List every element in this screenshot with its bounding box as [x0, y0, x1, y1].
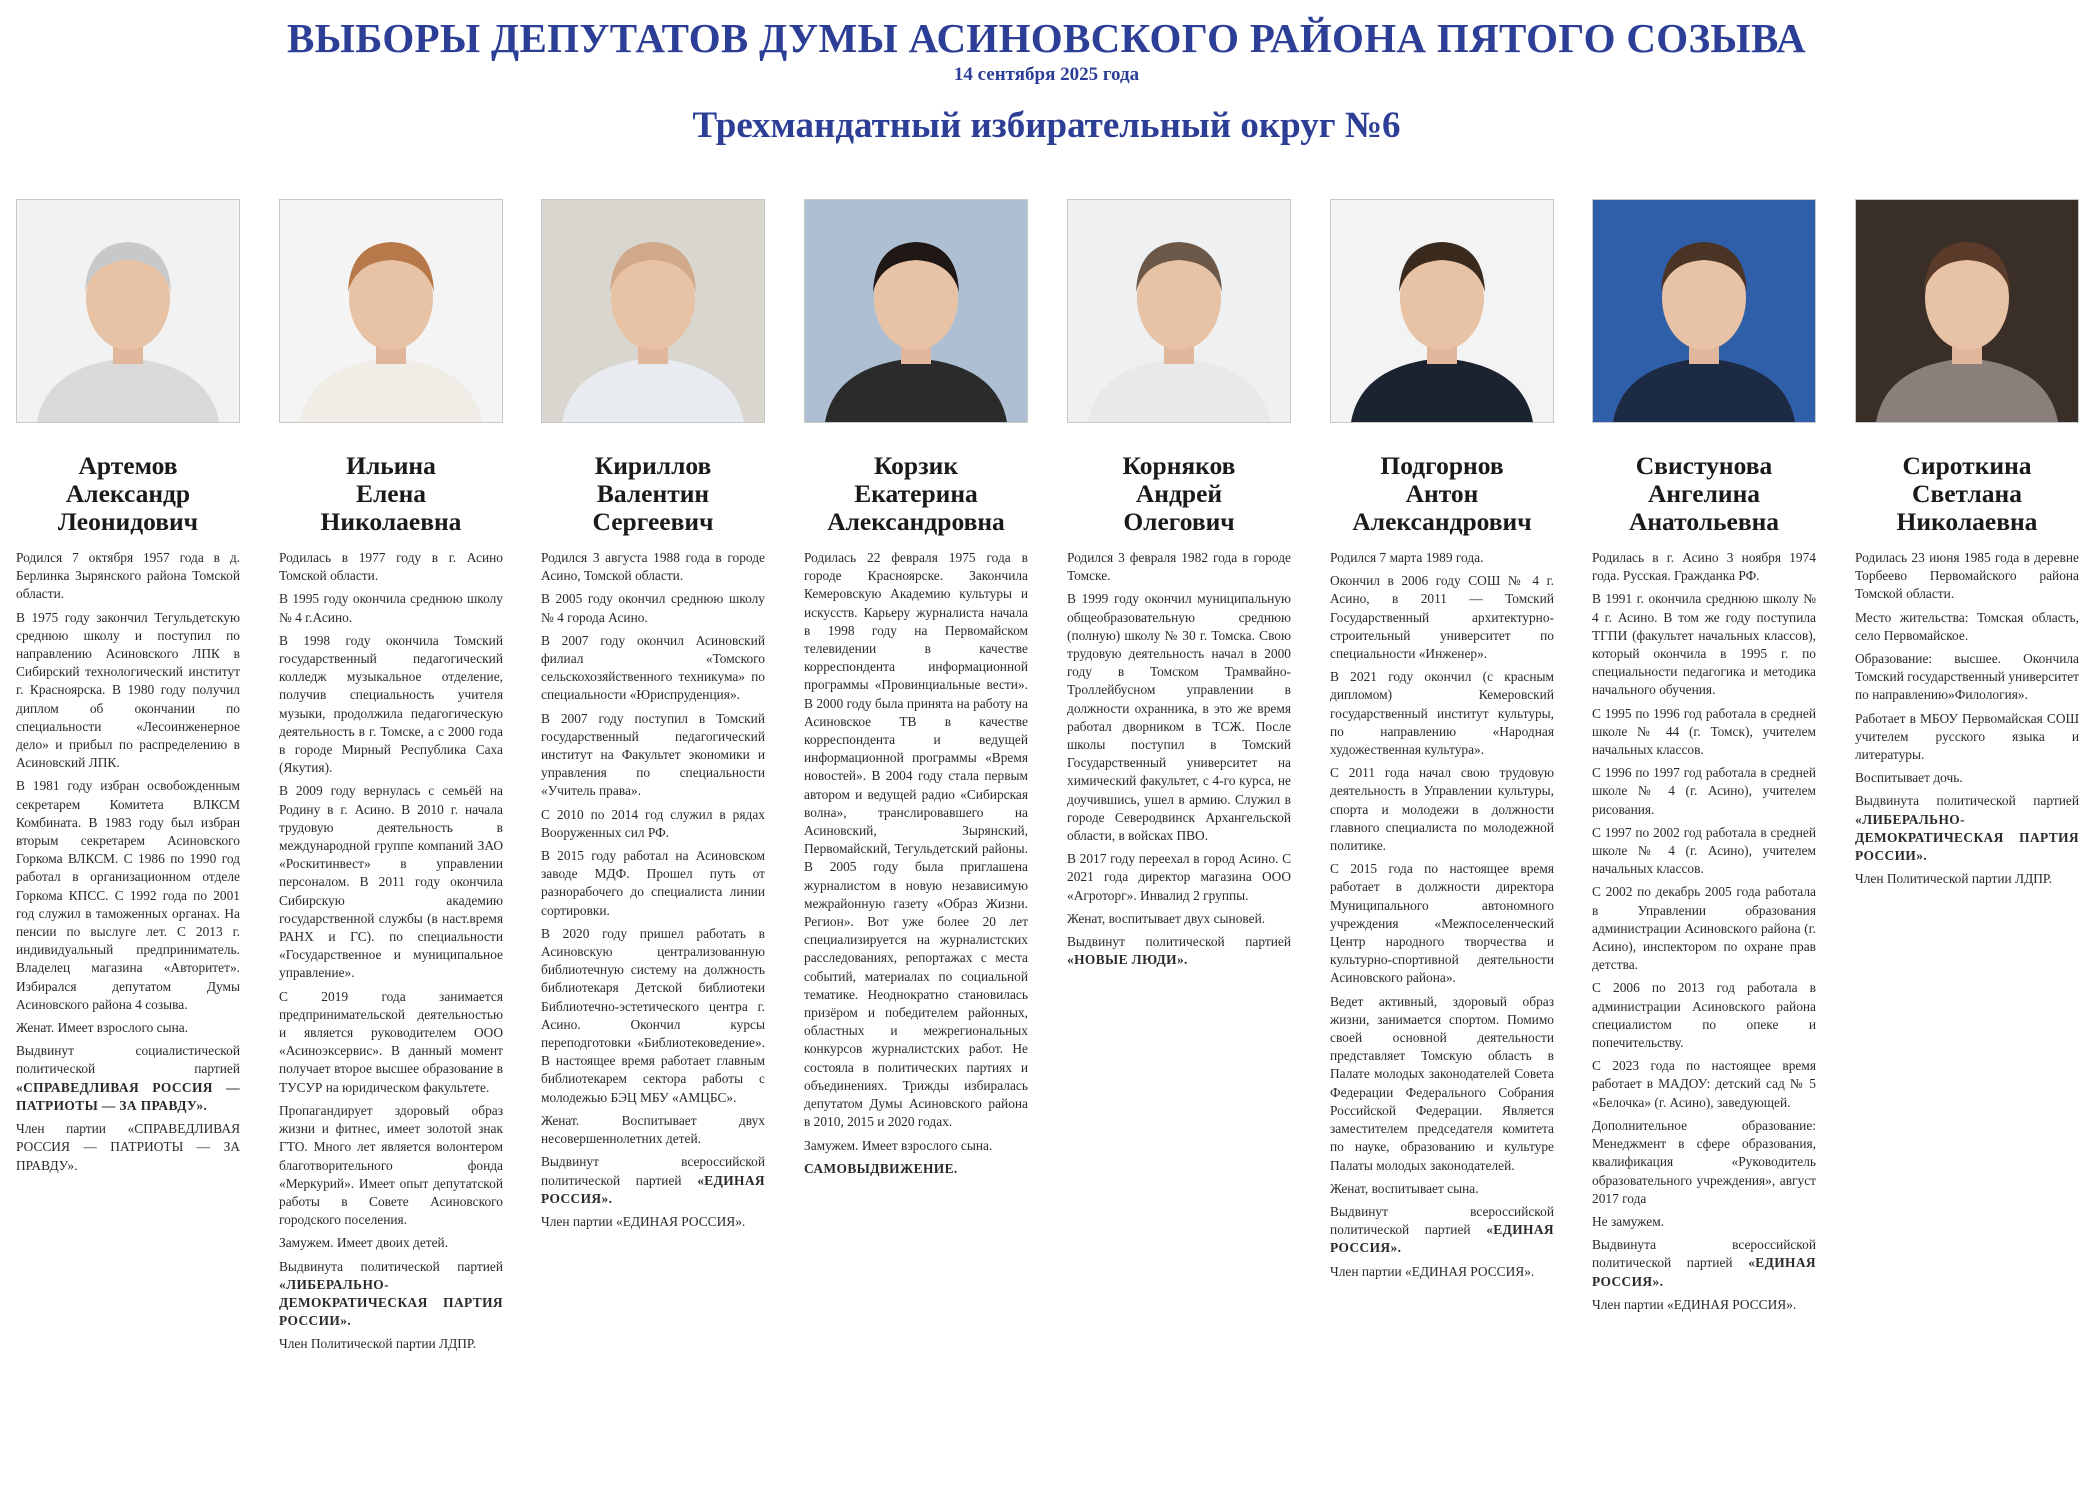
party-membership: Член партии «СПРАВЕДЛИВАЯ РОССИЯ — ПАТРИОТЫ — ЗА ПРАВДУ».: [16, 1121, 240, 1173]
bio-paragraph: Родился 3 февраля 1982 года в городе Томске.: [1067, 550, 1291, 584]
bio-paragraph: Пропагандирует здоровый образ жизни и фитнес, имеет золотой знак ГТО. Много лет является волонтером благотворительного фонда «Меркурий». Имеет опыт депутатской работы в Совете Асиновского городского поселения.: [279, 1102, 503, 1228]
bio-paragraph: Родился 7 марта 1989 года.: [1330, 550, 1484, 565]
bio-paragraph: В 1981 году избран освобожденным секретарем Комитета ВЛКСМ Комбината. В 1983 году был избран вторым секретарем Асиновского Горкома ВЛКСМ. С 1986 по 1990 год работал в организационном отделе Горкома КПСС. С 1992 года по 2001 год служил в таможенных органах. На пенсии по выслуге лет. С 2013 г. индивидуальный предприниматель. Владелец магазина «Авторитет». Избирался депутатом Думы Асиновского района 4 созыва.: [16, 778, 240, 1012]
bio-paragraph: В 2020 году пришел работать в Асиновскую централизованную библиотечную систему на должность библиотекаря Детской библиотеки Библиотечно-эстетического центра г. Асино. Окончил курсы переподготовки «Библиотековедение». В настоящее время работает главным библиотекарем сектора работы с молодежью БЭЦ МБУ «АМЦБС».: [541, 925, 765, 1105]
party-name: «НОВЫЕ ЛЮДИ».: [1067, 952, 1188, 968]
candidate-card: [1592, 199, 1816, 1319]
candidate-surname: Корзик: [873, 451, 959, 480]
nomination-prefix: Выдвинута политической партией: [1855, 793, 2079, 809]
candidate-photo: [1592, 199, 1816, 423]
bio-paragraph: Родилась в 1977 году в г. Асино Томской области.: [279, 550, 503, 584]
party-membership: Член партии «ЕДИНАЯ РОССИЯ».: [541, 1213, 746, 1229]
party-name: «ЛИБЕРАЛЬНО-ДЕМОКРАТИЧЕСКАЯ ПАРТИЯ РОССИИ».: [279, 1276, 503, 1329]
bio-paragraph: С 2002 по декабрь 2005 года работала в Управлении образования администрации Асиновского района (г. Асино), инспектором по охране прав детства.: [1592, 884, 1816, 973]
bio-paragraph: Работает в МБОУ Первомайская СОШ учителем русского языка и литературы.: [1855, 710, 2079, 763]
bio-paragraph: В 2021 году окончил (с красным дипломом) Кемеровский государственный институт культуры, по направлению «Народная художественная культура».: [1330, 669, 1554, 758]
candidate-card: [16, 199, 240, 1180]
candidate-bio: [1592, 549, 1816, 1314]
bio-paragraph: В 2007 году окончил Асиновский филиал «Томского сельскохозяйственного техникума» по специальности «Юриспруденция».: [541, 632, 765, 703]
party-name: «ЕДИНАЯ РОССИЯ».: [1592, 1255, 1816, 1289]
nomination: [1330, 1203, 1554, 1258]
candidate-patronymic: Александрович: [1352, 507, 1532, 536]
candidate-photo: [1067, 199, 1291, 423]
bio-paragraph: С 2023 года по настоящее время работает в МАДОУ: детский сад № 5 «Белочка» (г. Асино), заведующей.: [1592, 1058, 1816, 1110]
candidate-first-name: Андрей: [1135, 479, 1223, 508]
candidate-surname: Артемов: [78, 451, 178, 480]
bio-paragraph: В 1995 году окончила среднюю школу № 4 г.Асино.: [279, 591, 503, 625]
party-membership: Член партии «ЕДИНАЯ РОССИЯ».: [1330, 1263, 1535, 1279]
nomination: [1067, 933, 1291, 969]
bio-paragraph: Дополнительное образование: Менеджмент в сфере образования, квалификация «Руководитель образовательного учреждения», август 2017 года: [1592, 1117, 1816, 1206]
candidate-bio: [1330, 549, 1554, 1281]
candidate-photo: [279, 199, 503, 423]
candidate-surname: Ильина: [346, 451, 436, 480]
nomination: [541, 1153, 765, 1208]
district-title: Трехмандатный избирательный округ №6: [692, 105, 1401, 146]
candidate-card: [279, 199, 503, 1359]
bio-paragraph: Образование: высшее. Окончила Томский государственный университет по направлению»Филология».: [1855, 651, 2079, 703]
candidate-card: [1330, 199, 1554, 1286]
bio-paragraph: В 2009 году вернулась с семьёй на Родину в г. Асино. В 2010 г. начала трудовую деятельность в международной группе компаний ЗАО «Роскитинвест» в управлении персоналом. В 2011 году окончила Сибирскую академию государственной службы (в наст.время РАНХ и ГС). по специальности «Государственное и муниципальное управление».: [279, 783, 503, 981]
bio-paragraph: Замужем. Имеет взрослого сына.: [804, 1137, 993, 1153]
candidate-bio: [541, 549, 765, 1231]
election-date: 14 сентября 2025 года: [953, 64, 1140, 85]
bio-paragraph: Родился 3 августа 1988 года в городе Асино, Томской области.: [541, 550, 765, 584]
candidate-photo: [804, 199, 1028, 423]
candidate-first-name: Антон: [1405, 479, 1479, 508]
bio-paragraph: Воспитывает дочь.: [1855, 770, 1963, 786]
bio-paragraph: Родилась 22 февраля 1975 года в городе Красноярске. Закончила Кемеровскую Академию культуры и искусств. Карьеру журналиста начала в 1998 году на Первомайском телевидении в качестве корреспондента информационной программы «Провинциальные вести». В 2000 году была принята на работу на Асиновское ТВ в качестве корреспондента и ведущей информационной программы «Время новостей». В 2004 году стала первым автором и ведущей радио «Сибирская волна», транслировавшего на Асиновский, Зырянский, Первомайский, Тегульдетский районы. В 2005 году была приглашена журналистом в новую независимую межрайонную газету «Образ Жизни. Регион». Вот уже более 20 лет специализируется на журналистских расследованиях, репортажах с места событий, материалах по социальной тематике. Неоднократно становилась призёром и победителем районных, областных и межрегиональных конкурсов журналистских работ. Не состояла в политических партиях и объединениях. Трижды избиралась депутатом Думы Асиновского района в 2010, 2015 и 2020 годах.: [804, 550, 1028, 1130]
bio-paragraph: Женат, воспитывает сына.: [1330, 1180, 1479, 1196]
candidate-name: [1855, 452, 2079, 536]
bio-paragraph: Окончил в 2006 году СОШ № 4 г. Асино, в 2011 — Томский Государственный архитектурно-строительный университет по специальности «Инженер».: [1330, 573, 1554, 662]
nomination: [1592, 1236, 1816, 1291]
candidate-first-name: Елена: [355, 479, 427, 508]
candidate-patronymic: Леонидович: [57, 507, 199, 536]
bio-paragraph: Замужем. Имеет двоих детей.: [279, 1235, 449, 1251]
candidate-photo: [1330, 199, 1554, 423]
candidate-photo: [16, 199, 240, 423]
bio-paragraph: Женат. Имеет взрослого сына.: [16, 1020, 189, 1036]
bio-paragraph: В 1999 году окончил муниципальную общеобразовательную среднюю (полную) школу № 30 г. Томска. Свою трудовую деятельность начал в 2000 году в Томском Трамвайно-Троллейбусном управлении в должности охранника, в это же время работал дворником в ТСЖ. После школы поступил в Томский Государственный университет на химический факультет, с 4-го курса, не доучившись, ушел в армию. Служил в городе Северодвинск Архангельской области, в войсках ПВО.: [1067, 591, 1291, 844]
candidate-first-name: Валентин: [596, 479, 710, 508]
candidate-patronymic: Николаевна: [1896, 507, 2038, 536]
nomination: [1855, 792, 2079, 865]
bio-paragraph: В 1998 году окончила Томский государственный педагогический колледж музыкальное отделение, получив специальность учителя музыки, продолжила педагогическую деятельность в г. Томске, а с 2000 года в городе Мирный Республика Саха (Якутия).: [279, 632, 503, 776]
bio-paragraph: С 2015 года по настоящее время работает в должности директора Муниципального автономного учреждения «Межпоселенческий Центр народного творчества и культурно-спортивной деятельности Асиновского района».: [1330, 861, 1554, 986]
candidate-bio: [279, 549, 503, 1354]
candidate-surname: Кириллов: [594, 451, 712, 480]
candidate-surname: Корняков: [1122, 451, 1236, 480]
candidate-name: [804, 452, 1028, 536]
candidate-card: [804, 199, 1028, 1183]
bio-paragraph: С 2011 года начал свою трудовую деятельность в Управлении культуры, спорта и молодежи в должности главного специалиста по молодежной политике.: [1330, 765, 1554, 854]
candidate-bio: [1855, 549, 2079, 888]
nomination-prefix: Выдвинут всероссийской политической партией: [1330, 1203, 1554, 1238]
election-title: ВЫБОРЫ ДЕПУТАТОВ ДУМЫ АСИНОВСКОГО РАЙОНА ПЯТОГО СОЗЫВА: [287, 15, 1806, 61]
party-name: «ЕДИНАЯ РОССИЯ».: [541, 1172, 765, 1206]
candidate-surname: Сироткина: [1902, 451, 2032, 480]
bio-paragraph: С 1997 по 2002 год работала в средней школе № 4 (г. Асино), учителем начальных классов.: [1592, 824, 1816, 877]
bio-paragraph: В 2015 году работал на Асиновском заводе МДФ. Прошел путь от разнорабочего до специалиста линии сортировки.: [541, 848, 765, 918]
candidate-card: [1067, 199, 1291, 974]
nomination: [804, 1160, 1028, 1178]
candidate-name: [1067, 452, 1291, 536]
bio-paragraph: Родился 7 октября 1957 года в д. Берлинка Зырянского района Томской области.: [16, 550, 240, 602]
candidate-patronymic: Сергеевич: [592, 507, 714, 536]
party-membership: Член партии «ЕДИНАЯ РОССИЯ».: [1592, 1296, 1797, 1312]
candidate-photo: [541, 199, 765, 423]
bio-paragraph: С 2006 по 2013 год работала в администрации Асиновского района специалистом по опеке и попечительству.: [1592, 980, 1816, 1051]
candidate-first-name: Ангелина: [1647, 479, 1761, 508]
bio-paragraph: Не замужем.: [1592, 1213, 1665, 1229]
candidate-surname: Подгорнов: [1380, 451, 1504, 480]
party-name: «СПРАВЕДЛИВАЯ РОССИЯ — ПАТРИОТЫ — ЗА ПРАВДУ».: [16, 1079, 240, 1113]
candidate-name: [16, 452, 240, 536]
nomination-prefix: Выдвинут социалистической политической партией: [16, 1043, 240, 1077]
party-name: «ЕДИНАЯ РОССИЯ».: [1330, 1222, 1554, 1256]
nomination: [279, 1258, 503, 1331]
candidate-patronymic: Николаевна: [320, 507, 462, 536]
party-membership: Член Политической партии ЛДПР.: [1855, 871, 2053, 887]
bio-paragraph: В 1975 году закончил Тегульдетскую среднюю школу и поступил по направлению Асиновского ЛПК в Сибирский технологический институт г. Красноярска. В 1980 году получил диплом об окончании по специальности «Лесоинженерное дело» и прибыл по распределению в Асиновский ЛПК.: [16, 609, 240, 771]
bio-paragraph: С 2019 года занимается предпринимательской деятельностью и является руководителем ООО «Асиноэксервис». В данный момент получает второе высшее образование в ТУСУР на юридическом факультете.: [279, 988, 503, 1095]
candidate-photo: [1855, 199, 2079, 423]
candidate-first-name: Светлана: [1912, 479, 2022, 508]
candidate-name: [541, 452, 765, 536]
candidate-name: [279, 452, 503, 536]
candidate-surname: Свистунова: [1635, 451, 1773, 480]
bio-paragraph: В 2005 году окончил среднюю школу № 4 города Асино.: [541, 591, 765, 625]
bio-paragraph: Женат. Воспитывает двух несовершеннолетних детей.: [541, 1112, 765, 1147]
party-name: САМОВЫДВИЖЕНИЕ.: [804, 1160, 958, 1176]
candidate-bio: [804, 549, 1028, 1178]
bio-paragraph: Место жительства: Томская область, село Первомайское.: [1855, 609, 2079, 643]
candidate-patronymic: Анатольевна: [1628, 507, 1780, 536]
bio-paragraph: В 1991 г. окончила среднюю школу № 4 г. Асино. В том же году поступила ТГПИ (факультет начальных классов), который окончила в 1995 г. по специальности педагогика и методика начального обучения.: [1592, 591, 1816, 698]
bio-paragraph: С 2010 по 2014 год служил в рядах Вооруженных сил РФ.: [541, 806, 765, 840]
bio-paragraph: Ведет активный, здоровый образ жизни, занимается спортом. Помимо своей основной деятельности представляет Томскую область в Палате молодых законодателей Совета Федерации Федерального Собрания Российской Федерации. Является заместителем председателя комитета по науке, образованию и культуре Палаты молодых законодателей.: [1330, 993, 1554, 1173]
nomination-prefix: Выдвинут политической партией: [1067, 934, 1291, 950]
bio-paragraph: Женат, воспитывает двух сыновей.: [1067, 910, 1266, 926]
nomination: [16, 1042, 240, 1115]
bio-paragraph: В 2017 году переехал в город Асино. С 2021 года директор магазина ООО «Агроторг». Инвалид 2 группы.: [1067, 851, 1291, 903]
candidate-bio: [1067, 549, 1291, 969]
candidate-name: [1330, 452, 1554, 536]
candidate-card: [541, 199, 765, 1236]
candidate-name: [1592, 452, 1816, 536]
party-membership: Член Политической партии ЛДПР.: [279, 1336, 477, 1352]
nomination-prefix: Выдвинута всероссийской политической партией: [1592, 1237, 1816, 1271]
candidate-patronymic: Олегович: [1123, 507, 1235, 536]
bio-paragraph: Родилась в г. Асино 3 ноября 1974 года. Русская. Гражданка РФ.: [1592, 550, 1816, 584]
bio-paragraph: С 1995 по 1996 год работала в средней школе № 44 (г. Томск), учителем начальных классов.: [1592, 705, 1816, 758]
candidate-first-name: Александр: [65, 479, 191, 508]
bio-paragraph: Родилась 23 июня 1985 года в деревне Торбеево Первомайского района Томской области.: [1855, 550, 2079, 602]
candidate-first-name: Екатерина: [854, 479, 978, 508]
bio-paragraph: С 1996 по 1997 год работала в средней школе № 4 (г. Асино), учителем рисования.: [1592, 765, 1816, 817]
candidate-card: [1855, 199, 2079, 893]
candidate-bio: [16, 549, 240, 1175]
nomination-prefix: Выдвинута политической партией: [279, 1258, 503, 1274]
nomination-prefix: Выдвинут всероссийской политической партией: [541, 1154, 765, 1188]
party-name: «ЛИБЕРАЛЬНО-ДЕМОКРАТИЧЕСКАЯ ПАРТИЯ РОССИИ».: [1855, 811, 2079, 864]
bio-paragraph: В 2007 году поступил в Томский государственный педагогический институт на Факультет экономики и управления по специальности «Учитель права».: [541, 710, 765, 799]
candidate-patronymic: Александровна: [827, 507, 1005, 536]
